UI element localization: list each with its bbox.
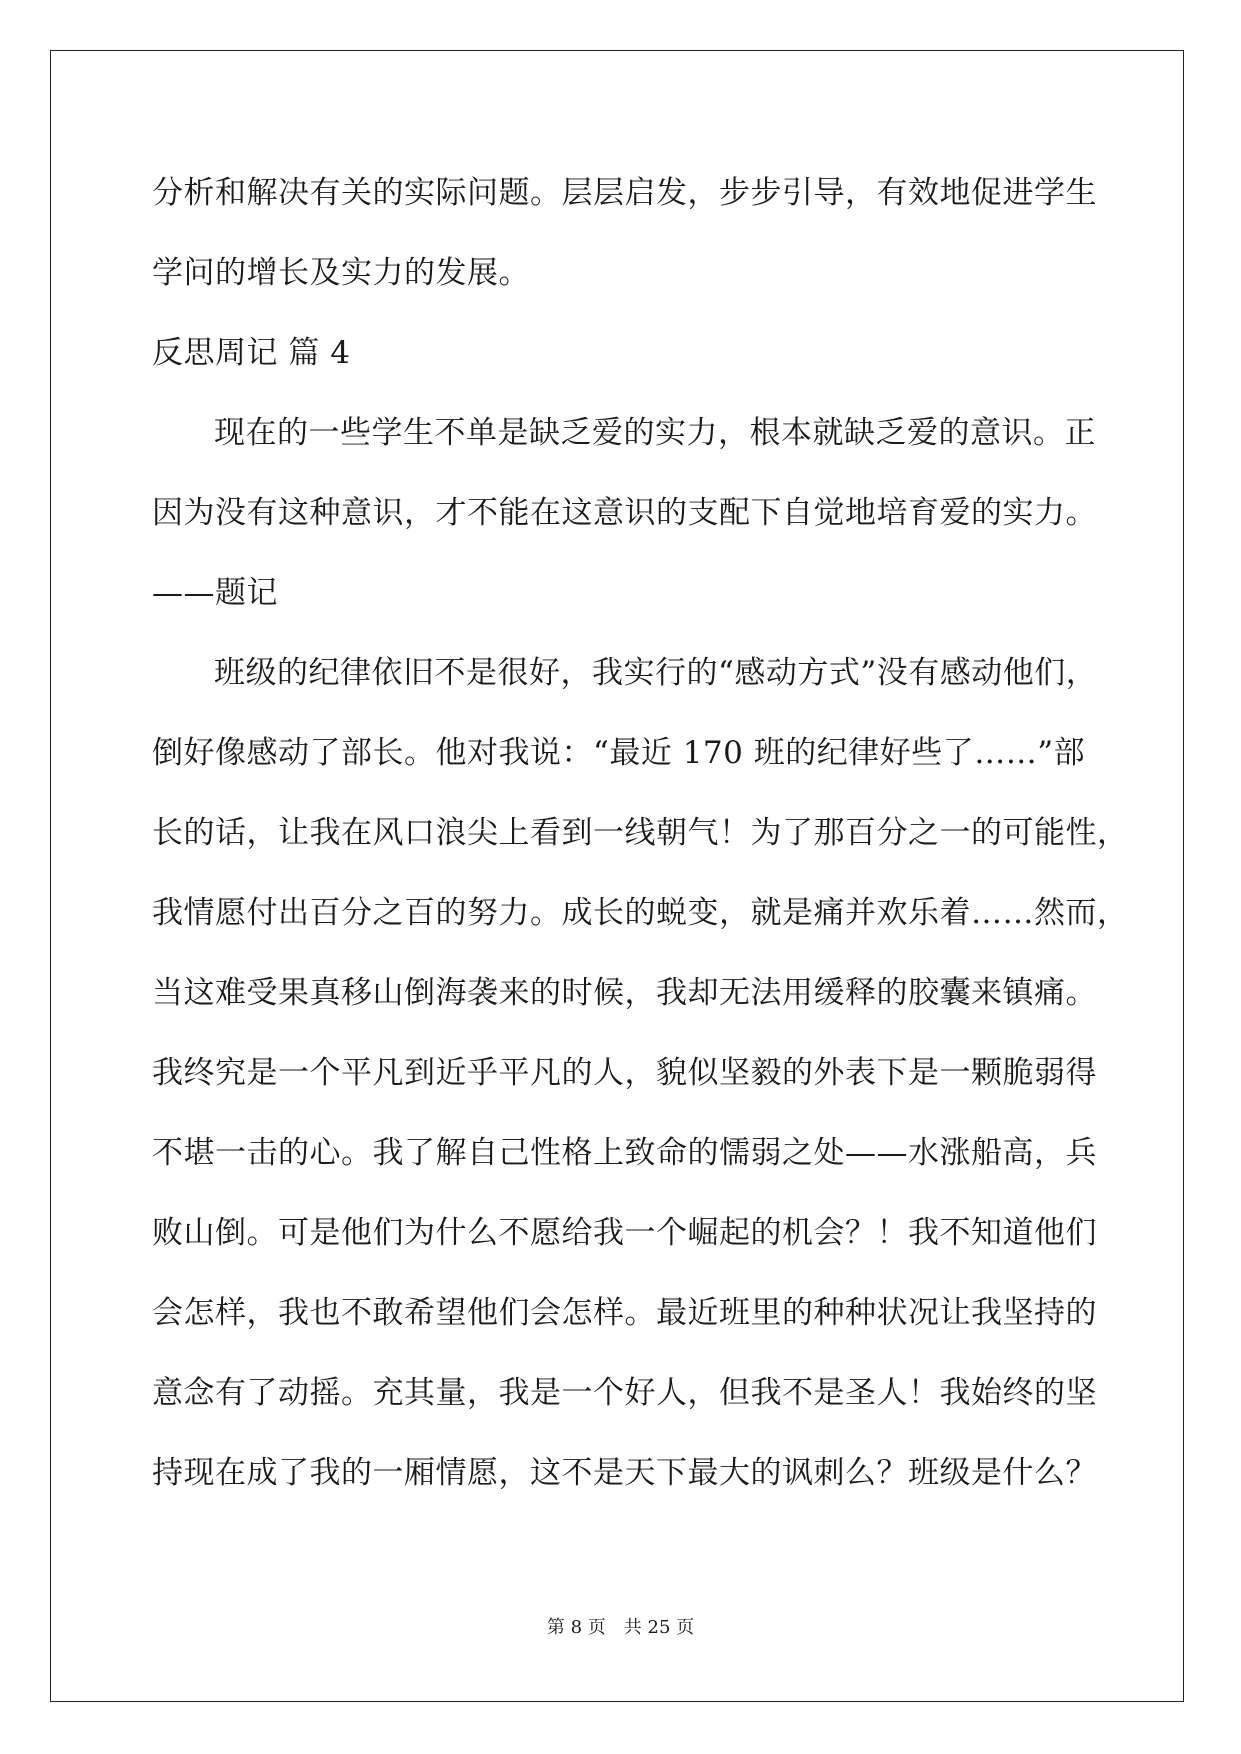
paragraph-line: 当这难受果真移山倒海袭来的时候，我却无法用缓释的胶囊来镇痛。 bbox=[152, 975, 1097, 1011]
page-total: 共 25 页 bbox=[623, 1617, 695, 1638]
page-footer bbox=[0, 1616, 1241, 1640]
paragraph-line: 我情愿付出百分之百的努力。成长的蜕变，就是痛并欢乐着……然而， bbox=[152, 895, 1129, 931]
paragraph-line: 长的话，让我在风口浪尖上看到一线朝气！为了那百分之一的可能性， bbox=[152, 815, 1129, 851]
paragraph-line: 班级的纪律依旧不是很好，我实行的“感动方式”没有感动他们， bbox=[214, 655, 1098, 691]
paragraph-line: 分析和解决有关的实际问题。层层启发，步步引导，有效地促进学生 bbox=[152, 175, 1097, 211]
paragraph-line: 因为没有这种意识，才不能在这意识的支配下自觉地培育爱的实力。 bbox=[152, 495, 1097, 531]
paragraph-line: 我终究是一个平凡到近乎平凡的人，貌似坚毅的外表下是一颗脆弱得 bbox=[152, 1055, 1097, 1091]
section-heading: 反思周记 篇 4 bbox=[152, 335, 351, 371]
paragraph-line: 持现在成了我的一厢情愿，这不是天下最大的讽刺么？班级是什么？ bbox=[152, 1455, 1097, 1491]
page-number: 第 8 页 bbox=[546, 1617, 606, 1638]
paragraph-line: 现在的一些学生不单是缺乏爱的实力，根本就缺乏爱的意识。正 bbox=[214, 415, 1096, 451]
paragraph-line: 意念有了动摇。充其量，我是一个好人，但我不是圣人！我始终的坚 bbox=[152, 1375, 1097, 1411]
paragraph-line: 会怎样，我也不敢希望他们会怎样。最近班里的种种状况让我坚持的 bbox=[152, 1295, 1097, 1331]
paragraph-line: 不堪一击的心。我了解自己性格上致命的懦弱之处——水涨船高，兵 bbox=[152, 1135, 1097, 1171]
paragraph-line: 学问的增长及实力的发展。 bbox=[152, 255, 530, 291]
document-body bbox=[152, 153, 1129, 1513]
paragraph-line: 倒好像感动了部长。他对我说：“最近 170 班的纪律好些了……”部 bbox=[152, 735, 1086, 771]
epigraph-attribution: ——题记 bbox=[152, 575, 278, 611]
paragraph-line: 败山倒。可是他们为什么不愿给我一个崛起的机会？！我不知道他们 bbox=[152, 1215, 1097, 1251]
